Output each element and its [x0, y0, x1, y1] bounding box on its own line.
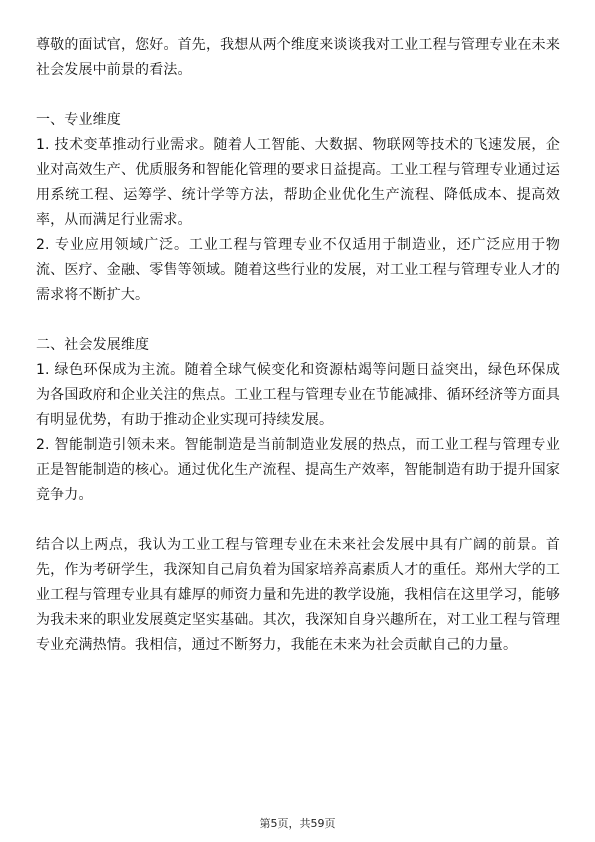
page-number-footer: 第5页，共59页 — [259, 817, 336, 830]
paragraph-gap — [36, 83, 560, 108]
paragraph-gap — [36, 508, 560, 533]
conclusion-paragraph: 结合以上两点，我认为工业工程与管理专业在未来社会发展中具有广阔的前景。首先，作为考研学生，我深知自己肩负着为国家培养高素质人才的重任。郑州大学的工业工程与管理专业具有雄厚的师资力量和先进的教学设施，我相信在这里学习，能够为我未来的职业发展奠定坚实基础。其次，我深知自身兴趣所在，对工业工程与管理专业充满热情。我相信，通过不断努力，我能在未来为社会贡献自己的力量。 — [36, 537, 560, 653]
intro-paragraph: 尊敬的面试官，您好。首先，我想从两个维度来谈谈我对工业工程与管理专业在未来社会发展中前景的看法。 — [36, 37, 560, 78]
section1-item-2: 2. 专业应用领域广泛。工业工程与管理专业不仅适用于制造业，还广泛应用于物流、医疗、金融、零售等领域。随着这些行业的发展，对工业工程与管理专业人才的需求将不断扩大。 — [36, 237, 560, 303]
section-heading-professional: 一、专业维度 — [36, 112, 121, 128]
section-heading-social: 二、社会发展维度 — [36, 337, 150, 353]
paragraph-gap — [36, 308, 560, 333]
section2-item-2: 2. 智能制造引领未来。智能制造是当前制造业发展的热点，而工业工程与管理专业正是智能制造的核心。通过优化生产流程、提高生产效率，智能制造有助于提升国家竞争力。 — [36, 437, 560, 503]
section1-item-1: 1. 技术变革推动行业需求。随着人工智能、大数据、物联网等技术的飞速发展，企业对高效生产、优质服务和智能化管理的要求日益提高。工业工程与管理专业通过运用系统工程、运筹学、统计学等方法，帮助企业优化生产流程、降低成本、提高效率，从而满足行业需求。 — [36, 137, 560, 228]
document-body — [36, 33, 560, 658]
section2-item-1: 1. 绿色环保成为主流。随着全球气候变化和资源枯竭等问题日益突出，绿色环保成为各国政府和企业关注的焦点。工业工程与管理专业在节能减排、循环经济等方面具有明显优势，有助于推动企业实现可持续发展。 — [36, 362, 560, 428]
